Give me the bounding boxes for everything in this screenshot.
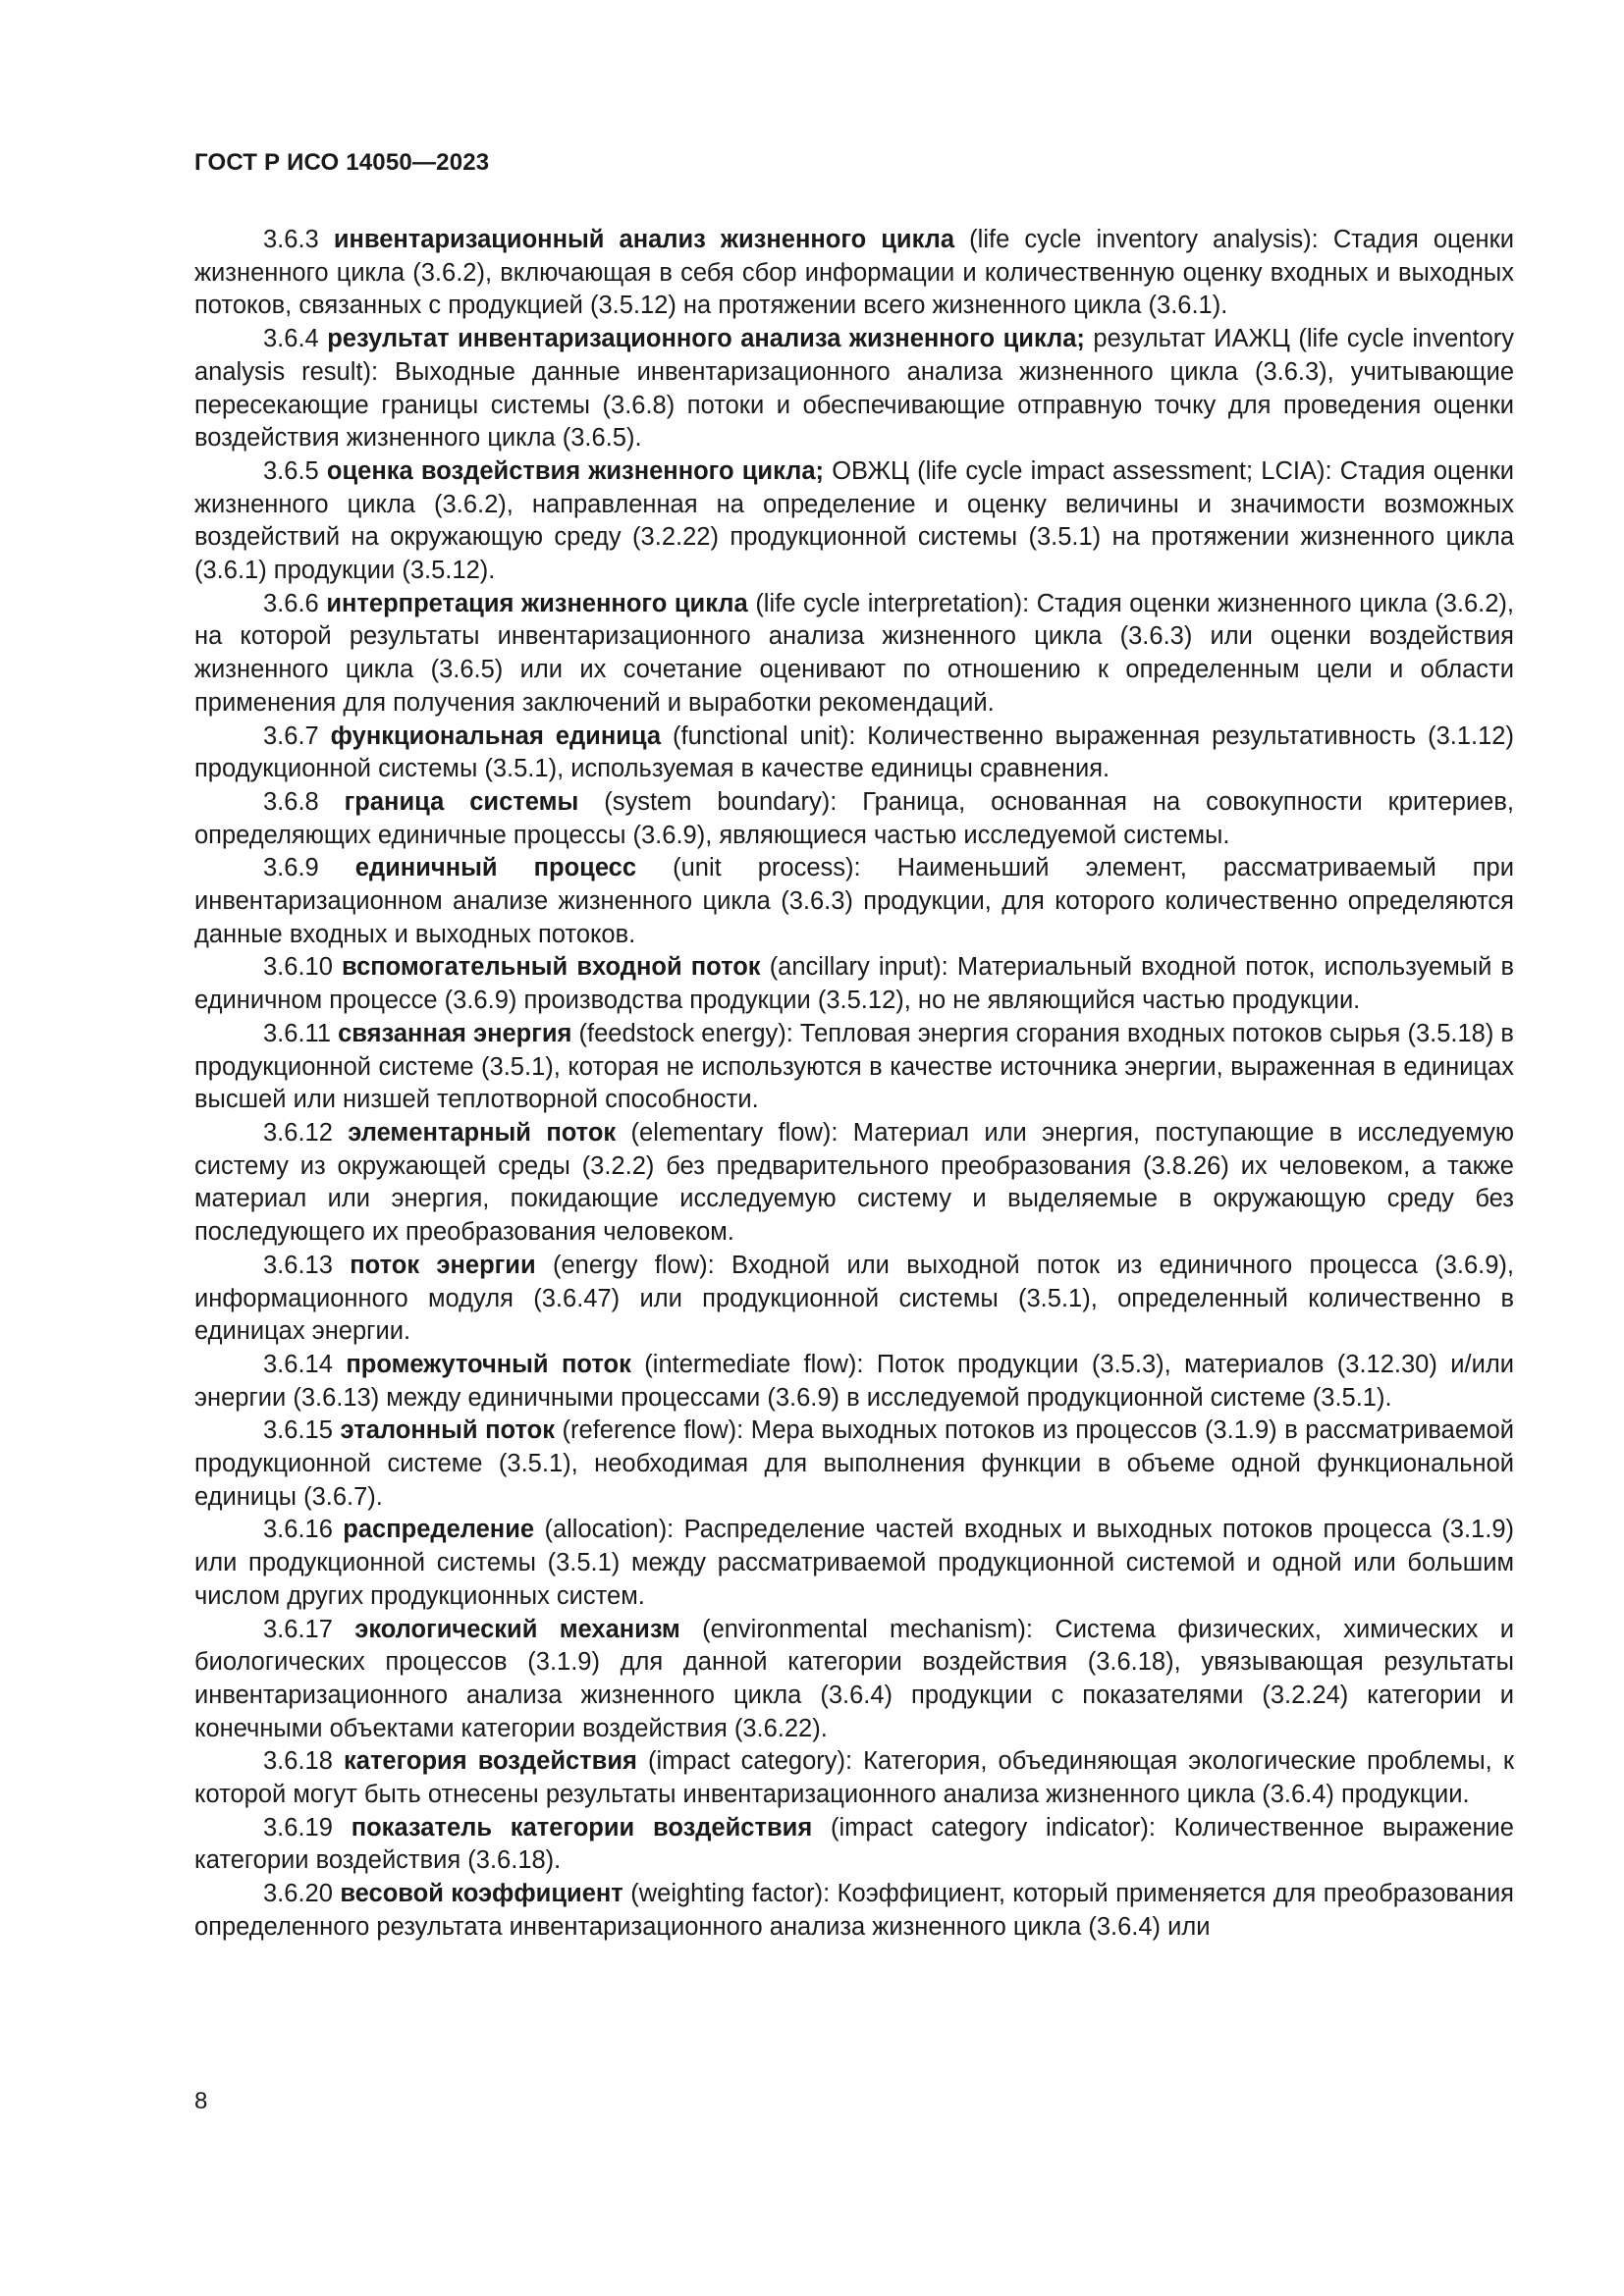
term-entry xyxy=(194,1514,1514,1613)
term-number: 3.6.14 xyxy=(263,1350,333,1378)
term-definition: (life cycle inventory analysis): Стадия оценки жизненного цикла (3.6.2), включающая в себя сбор информации и количественную оценку входных и выходных потоков, связанных с продукцией (3.5.12) на протяжении всего жизненного цикла (3.6.1). xyxy=(194,226,1515,320)
term-entry xyxy=(194,721,1514,786)
term-definition: (ancillary input): Материальный входной поток, используемый в единичном процессе (3.6.9) производства продукции (3.5.12), но не являющийся частью продукции. xyxy=(194,953,1514,1015)
term-definition: (weighting factor): Коэффициент, который применяется для преобразования определенного результата инвентаризационного анализа жизненного цикла (3.6.4) или xyxy=(194,1880,1514,1941)
term-number: 3.6.13 xyxy=(263,1251,333,1279)
term-entry xyxy=(194,1250,1514,1349)
term-name: распределение xyxy=(343,1516,535,1544)
term-number: 3.6.15 xyxy=(263,1416,333,1445)
term-number: 3.6.5 xyxy=(263,456,319,485)
term-definition: (intermediate flow): Поток продукции (3.5.3), материалов (3.12.30) и/или энергии (3.6.13) между единичными процессами (3.6.9) в исследуемой продукционной системе (3.5.1). xyxy=(194,1350,1514,1412)
term-entry xyxy=(194,852,1514,951)
term-number: 3.6.7 xyxy=(263,721,319,750)
term-number: 3.6.6 xyxy=(263,589,319,617)
term-definition: (reference flow): Мера выходных потоков из процессов (3.1.9) в рассматриваемой продукционной системе (3.5.1), необходимая для выполнения функции в объеме одной функциональной единицы (3.6.7). xyxy=(194,1416,1514,1511)
term-definition: (impact category indicator): Количественное выражение категории воздействия (3.6.18). xyxy=(194,1813,1514,1875)
term-entry xyxy=(194,1812,1514,1878)
term-name: результат инвентаризационного анализа жизненного цикла; xyxy=(327,325,1085,353)
page-header xyxy=(194,149,489,177)
term-name: промежуточный поток xyxy=(346,1350,631,1378)
term-entry xyxy=(194,1349,1514,1415)
term-entry xyxy=(194,951,1514,1017)
term-number: 3.6.12 xyxy=(263,1118,333,1147)
term-name: поток энергии xyxy=(350,1251,536,1279)
term-number: 3.6.17 xyxy=(263,1615,333,1643)
term-name: функциональная единица xyxy=(330,721,662,750)
term-definition: (functional unit): Количественно выраженная результативность (3.1.12) продукционной системы (3.5.1), используемая в качестве единицы сравнения. xyxy=(194,721,1514,783)
term-definition: результат ИАЖЦ (life cycle inventory analysis result): Выходные данные инвентаризационного анализа жизненного цикла (3.6.3), учитывающие пересекающие границы системы (3.6.8) потоки и обеспечивающие отправную точку для проведения оценки воздействия жизненного цикла (3.6.5). xyxy=(194,325,1514,453)
term-entry xyxy=(194,455,1514,588)
standard-code: ГОСТ Р ИСО 14050—2023 xyxy=(194,149,490,176)
term-definition: (feedstock energy): Тепловая энергия сгорания входных потоков сырья (3.5.18) в продукционной системе (3.5.1), которая не используются в качестве источника энергии, выраженная в единицах высшей или низшей теплотворной способности. xyxy=(194,1019,1514,1114)
term-name: показатель категории воздействия xyxy=(351,1813,813,1842)
term-number: 3.6.20 xyxy=(263,1880,333,1908)
term-entry xyxy=(194,1614,1514,1746)
term-definition: (elementary flow): Материал или энергия, поступающие в исследуемую систему из окружающей среды (3.2.2) без предварительного преобразования (3.8.26) их человеком, а также материал или энергия, покидающие исследуемую систему и выделяемые в окружающую среду без последующего их преобразования человеком. xyxy=(194,1118,1515,1247)
term-entry xyxy=(194,786,1514,852)
term-entry xyxy=(194,1878,1514,1944)
page-number: 8 xyxy=(194,2088,208,2114)
term-definition: (impact category): Категория, объединяющая экологические проблемы, к которой могут быть отнесены результаты инвентаризационного анализа жизненного цикла (3.6.4) продукции. xyxy=(194,1747,1514,1809)
term-name: весовой коэффициент xyxy=(340,1880,623,1908)
term-entry xyxy=(194,1415,1514,1514)
term-name: элементарный поток xyxy=(348,1118,617,1147)
term-name: вспомогательный входной поток xyxy=(342,953,761,982)
term-definition: (energy flow): Входной или выходной поток из единичного процесса (3.6.9), информационного модуля (3.6.47) или продукционной системы (3.5.1), определенный количественно в единицах энергии. xyxy=(194,1251,1515,1346)
terms-section xyxy=(194,224,1514,1945)
term-number: 3.6.11 xyxy=(263,1019,332,1047)
term-number: 3.6.3 xyxy=(263,226,319,253)
term-entry xyxy=(194,1018,1514,1117)
term-definition: (unit process): Наименьший элемент, рассматриваемый при инвентаризационном анализе жизненного цикла (3.6.3) продукции, для которого количественно определяются данные входных и выходных потоков. xyxy=(194,854,1514,948)
term-name: связанная энергия xyxy=(338,1019,572,1047)
term-number: 3.6.10 xyxy=(263,953,333,982)
term-definition: (life cycle interpretation): Стадия оценки жизненного цикла (3.6.2), на которой результаты инвентаризационного анализа жизненного цикла (3.6.3) или оценки воздействия жизненного цикла (3.6.5) или их сочетание оценивают по отношению к определенным цели и области применения для получения заключений и выработки рекомендаций. xyxy=(194,589,1514,717)
term-entry xyxy=(194,588,1514,721)
term-number: 3.6.9 xyxy=(263,854,319,882)
term-name: экологический механизм xyxy=(354,1615,680,1643)
term-name: инвентаризационный анализ жизненного цикла xyxy=(333,226,955,253)
term-number: 3.6.8 xyxy=(263,787,319,816)
term-entry xyxy=(194,1117,1514,1250)
term-definition: (environmental mechanism): Система физических, химических и биологических процессов (3.1.9) для данной категории воздействия (3.6.18), увязывающая результаты инвентаризационного анализа жизненного цикла (3.6.4) продукции с показателями (3.2.24) категории и конечными объектами категории воздействия (3.6.22). xyxy=(194,1615,1514,1742)
term-number: 3.6.18 xyxy=(263,1747,333,1776)
term-name: оценка воздействия жизненного цикла; xyxy=(326,456,825,485)
term-name: граница системы xyxy=(344,787,579,816)
term-number: 3.6.4 xyxy=(263,325,319,353)
term-definition: (allocation): Распределение частей входных и выходных потоков процесса (3.1.9) или продукционной системы (3.5.1) между рассматриваемой продукционной системой и одной или большим числом других продукционных систем. xyxy=(194,1516,1514,1610)
term-name: категория воздействия xyxy=(344,1747,637,1776)
term-entry xyxy=(194,224,1514,323)
term-name: эталонный поток xyxy=(340,1416,555,1445)
term-entry xyxy=(194,323,1514,455)
term-entry xyxy=(194,1745,1514,1811)
term-definition: ОВЖЦ (life cycle impact assessment; LCIA): Стадия оценки жизненного цикла (3.6.2), направленная на определение и оценку величины и значимости возможных воздействий на окружающую среду (3.2.22) продукционной системы (3.5.1) на протяжении жизненного цикла (3.6.1) продукции (3.5.12). xyxy=(194,456,1515,585)
term-name: интерпретация жизненного цикла xyxy=(326,589,748,617)
term-number: 3.6.19 xyxy=(263,1813,333,1842)
term-number: 3.6.16 xyxy=(263,1516,333,1544)
term-name: единичный процесс xyxy=(354,854,637,882)
term-definition: (system boundary): Граница, основанная на совокупности критериев, определяющих единичные процессы (3.6.9), являющиеся частью исследуемой системы. xyxy=(194,787,1515,849)
